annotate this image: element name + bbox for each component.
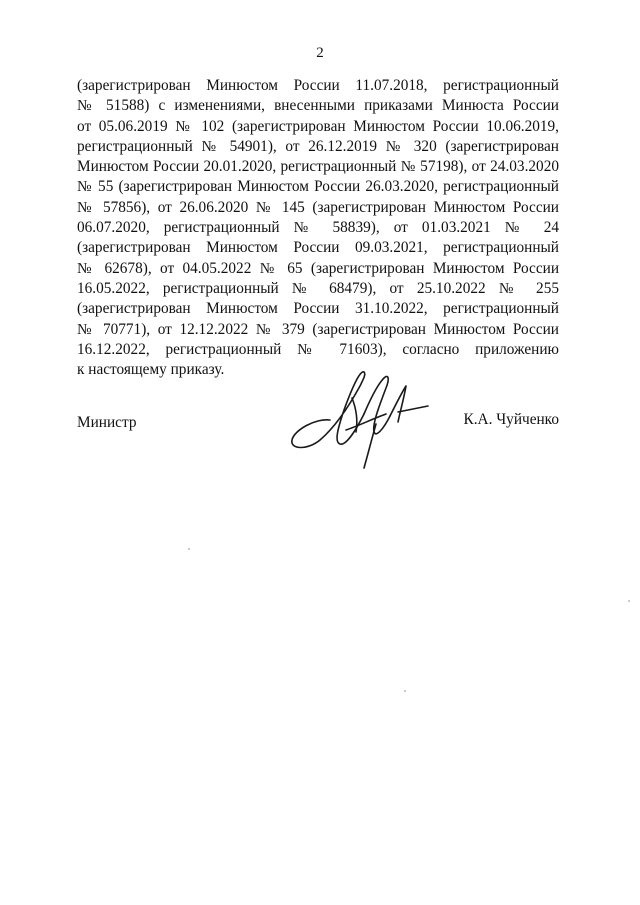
body-line: № 57856), от 26.06.2020 № 145 (зарегистрирован Минюстом России [77, 198, 559, 216]
body-line: Минюстом России 20.01.2020, регистрационный № 57198), от 24.03.2020 [77, 158, 559, 176]
body-line: 16.05.2022, регистрационный № 68479), от 25.10.2022 № 255 [77, 279, 559, 297]
signature-stroke [364, 376, 390, 433]
signer-name: К.А. Чуйченко [463, 411, 559, 428]
body-line: (зарегистрирован Минюстом России 11.07.2018, регистрационный [77, 77, 559, 94]
body-line: (зарегистрирован Минюстом России 31.10.2022, регистрационный [77, 300, 559, 318]
handwritten-signature [286, 368, 438, 476]
signer-title: Министр [77, 414, 137, 431]
scan-speck [628, 600, 630, 602]
body-line: № 51588) с изменениями, внесенными приказами Минюста России [77, 97, 559, 115]
scan-speck [188, 548, 190, 550]
signature-stroke [364, 424, 376, 468]
signature-stroke [292, 372, 365, 448]
body-line: № 62678), от 04.05.2022 № 65 (зарегистрирован Минюстом России [77, 259, 559, 277]
body-line: (зарегистрирован Минюстом России 09.03.2021, регистрационный [77, 239, 559, 257]
signature-stroke [398, 406, 428, 412]
body-line: к настоящему приказу. [77, 361, 225, 379]
body-line: от 05.06.2019 № 102 (зарегистрирован Минюстом России 10.06.2019, [77, 117, 559, 135]
signature-stroke [346, 414, 386, 430]
scan-speck [404, 690, 406, 692]
body-line: 06.07.2020, регистрационный № 58839), от 01.03.2021 № 24 [77, 219, 559, 237]
signature-stroke [390, 386, 406, 422]
body-line: 16.12.2022, регистрационный № 71603), согласно приложению [77, 340, 559, 358]
body-line: регистрационный № 54901), от 26.12.2019 № 320 (зарегистрирован [77, 137, 559, 155]
body-line: № 70771), от 12.12.2022 № 379 (зарегистрирован Минюстом России [77, 320, 559, 338]
body-paragraph [77, 76, 559, 380]
body-line: № 55 (зарегистрирован Минюстом России 26.03.2020, регистрационный [77, 178, 559, 196]
page-number: 2 [316, 45, 324, 61]
